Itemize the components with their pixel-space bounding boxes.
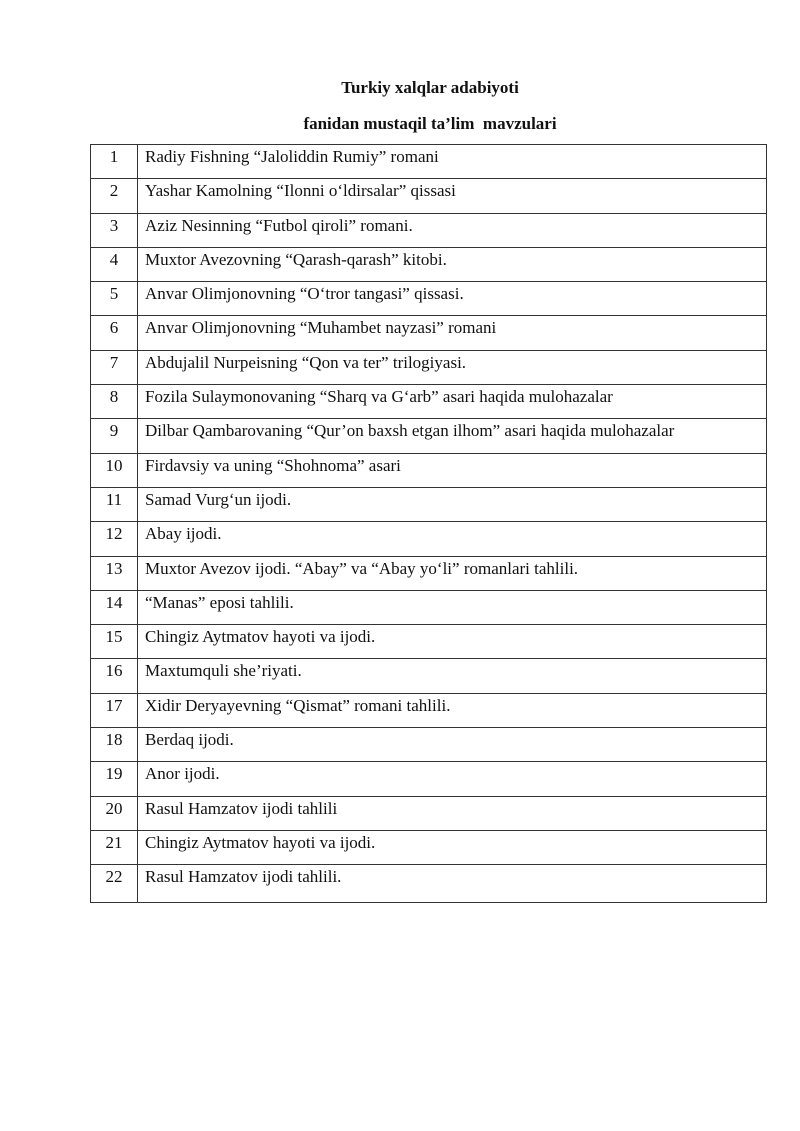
table-row [91,796,767,830]
table-row [91,385,767,419]
topic-number: 8 [91,385,138,419]
topic-title: Anvar Olimjonovning “Muhambet nayzasi” romani [138,316,767,350]
topic-number: 21 [91,830,138,864]
table-row [91,453,767,487]
topic-title: Aziz Nesinning “Futbol qiroli” romani. [138,213,767,247]
table-row [91,728,767,762]
table-row [91,556,767,590]
topic-title: Muxtor Avezovning “Qarash-qarash” kitobi. [138,247,767,281]
topics-table-body [91,145,767,903]
topic-number: 12 [91,522,138,556]
title-line-2: fanidan mustaqil ta’lim mavzulari [303,114,557,133]
topic-title: Chingiz Aytmatov hayoti va ijodi. [138,625,767,659]
table-row [91,865,767,903]
topic-title: Anor ijodi. [138,762,767,796]
topic-number: 11 [91,487,138,521]
table-row [91,179,767,213]
topic-number: 10 [91,453,138,487]
table-row [91,659,767,693]
title-line-1: Turkiy xalqlar adabiyoti [341,78,519,97]
table-row [91,316,767,350]
topic-title: Firdavsiy va uning “Shohnoma” asari [138,453,767,487]
topic-number: 3 [91,213,138,247]
table-row [91,693,767,727]
table-row [91,282,767,316]
table-row [91,145,767,179]
topic-title: Dilbar Qambarovaning “Qur’on baxsh etgan ilhom” asari haqida mulohazalar [138,419,767,453]
topic-title: Maxtumquli she’riyati. [138,659,767,693]
topic-title: Radiy Fishning “Jaloliddin Rumiy” romani [138,145,767,179]
topic-number: 16 [91,659,138,693]
topic-title: Abdujalil Nurpeisning “Qon va ter” trilogiyasi. [138,350,767,384]
topic-number: 6 [91,316,138,350]
topic-number: 15 [91,625,138,659]
topic-title: Anvar Olimjonovning “O‘tror tangasi” qissasi. [138,282,767,316]
topic-number: 17 [91,693,138,727]
topic-title: Rasul Hamzatov ijodi tahlili [138,796,767,830]
topic-number: 18 [91,728,138,762]
topic-number: 1 [91,145,138,179]
topic-number: 2 [91,179,138,213]
topic-number: 9 [91,419,138,453]
topic-number: 19 [91,762,138,796]
topic-number: 13 [91,556,138,590]
table-row [91,625,767,659]
topic-title: Xidir Deryayevning “Qismat” romani tahlili. [138,693,767,727]
table-row [91,419,767,453]
table-row [91,247,767,281]
table-row [91,487,767,521]
topic-number: 22 [91,865,138,903]
topics-table [90,144,767,903]
topic-number: 5 [91,282,138,316]
topic-number: 4 [91,247,138,281]
topic-title: Fozila Sulaymonovaning “Sharq va G‘arb” asari haqida mulohazalar [138,385,767,419]
topic-title: “Manas” eposi tahlili. [138,590,767,624]
topic-number: 20 [91,796,138,830]
topic-title: Abay ijodi. [138,522,767,556]
document-title [0,70,800,142]
topic-title: Muxtor Avezov ijodi. “Abay” va “Abay yo‘li” romanlari tahlili. [138,556,767,590]
table-row [91,590,767,624]
topic-title: Chingiz Aytmatov hayoti va ijodi. [138,830,767,864]
topic-title: Samad Vurg‘un ijodi. [138,487,767,521]
table-row [91,830,767,864]
table-row [91,762,767,796]
table-row [91,350,767,384]
topic-title: Berdaq ijodi. [138,728,767,762]
topic-title: Rasul Hamzatov ijodi tahlili. [138,865,767,903]
topic-title: Yashar Kamolning “Ilonni o‘ldirsalar” qissasi [138,179,767,213]
table-row [91,213,767,247]
topic-number: 7 [91,350,138,384]
table-row [91,522,767,556]
topic-number: 14 [91,590,138,624]
